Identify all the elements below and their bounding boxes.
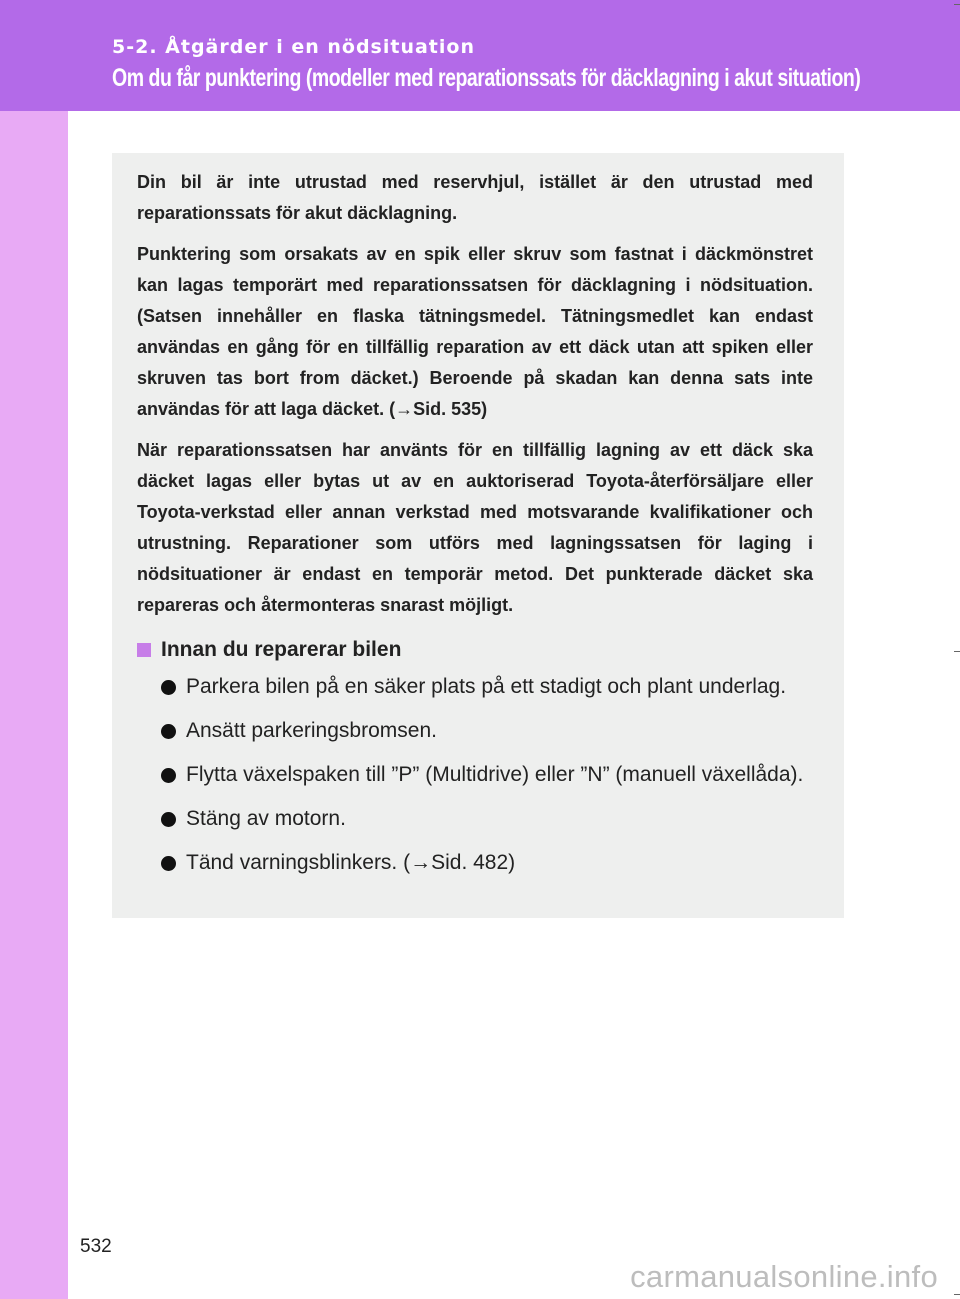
round-bullet-icon xyxy=(161,724,176,739)
list-item-text: Parkera bilen på en säker plats på ett stadigt och plant underlag. xyxy=(186,675,787,698)
puncture-paragraph: Punktering som orsakats av en spik eller skruv som fastnat i däckmönstret kan lagas temporärt med reparationssatsen för däcklagning i nödsituation. (Satsen innehåller en flaska tätningsmedel. Tätningsmedlet kan endast användas en gång för en tillfällig reparation av ett däck utan att spiken eller skruven tas bort from däcket.) Beroende på skadan kan denna sats inte användas för att laga däcket. (→Sid. 535) xyxy=(137,244,813,419)
list-item xyxy=(161,671,813,702)
round-bullet-icon xyxy=(161,768,176,783)
crop-mark-top xyxy=(954,4,960,5)
after-repair-paragraph: När reparationssatsen har använts för en tillfällig lagning av ett däck ska däcket lagas eller bytas ut av en auktoriserad Toyota-återförsäljare eller Toyota-verkstad eller annan verkstad med motsvarande kvalifikationer och utrustning. Reparationer som utförs med lagningssatsen för laging i nödsituationer är endast en temporär metod. Det punkterade däcket ska repareras och återmonteras snarast möjligt. xyxy=(137,440,813,615)
round-bullet-icon xyxy=(161,812,176,827)
subheading-text: Innan du reparerar bilen xyxy=(161,638,402,661)
round-bullet-icon xyxy=(161,856,176,871)
list-item-text: Flytta växelspaken till ”P” (Multidrive) eller ”N” (manuell växellåda). xyxy=(186,763,804,786)
page-number: 532 xyxy=(80,1236,112,1257)
page-header xyxy=(0,0,960,111)
list-item xyxy=(161,759,813,790)
crop-mark-bottom xyxy=(954,1294,960,1295)
subheading xyxy=(137,635,813,665)
watermark: carmanualsonline.info xyxy=(630,1259,938,1294)
list-item xyxy=(161,847,813,878)
list-item xyxy=(161,715,813,746)
square-bullet-icon xyxy=(137,643,151,657)
intro-paragraph: Din bil är inte utrustad med reservhjul, istället är den utrustad med reparationssats för akut däcklagning. xyxy=(137,172,813,223)
content-box xyxy=(112,153,844,918)
preparation-list xyxy=(137,671,813,878)
crop-mark-middle xyxy=(954,651,960,652)
side-color-strip xyxy=(0,0,68,1299)
section-title: 5-2. Åtgärder i en nödsituation xyxy=(112,36,475,58)
round-bullet-icon xyxy=(161,680,176,695)
list-item xyxy=(161,803,813,834)
list-item-text: Stäng av motorn. xyxy=(186,807,346,830)
list-item-text: Tänd varningsblinkers. (→Sid. 482) xyxy=(186,851,516,874)
list-item-text: Ansätt parkeringsbromsen. xyxy=(186,719,437,742)
page-title: Om du får punktering (modeller med reparationssats för däcklagning i akut situation) xyxy=(112,64,861,92)
